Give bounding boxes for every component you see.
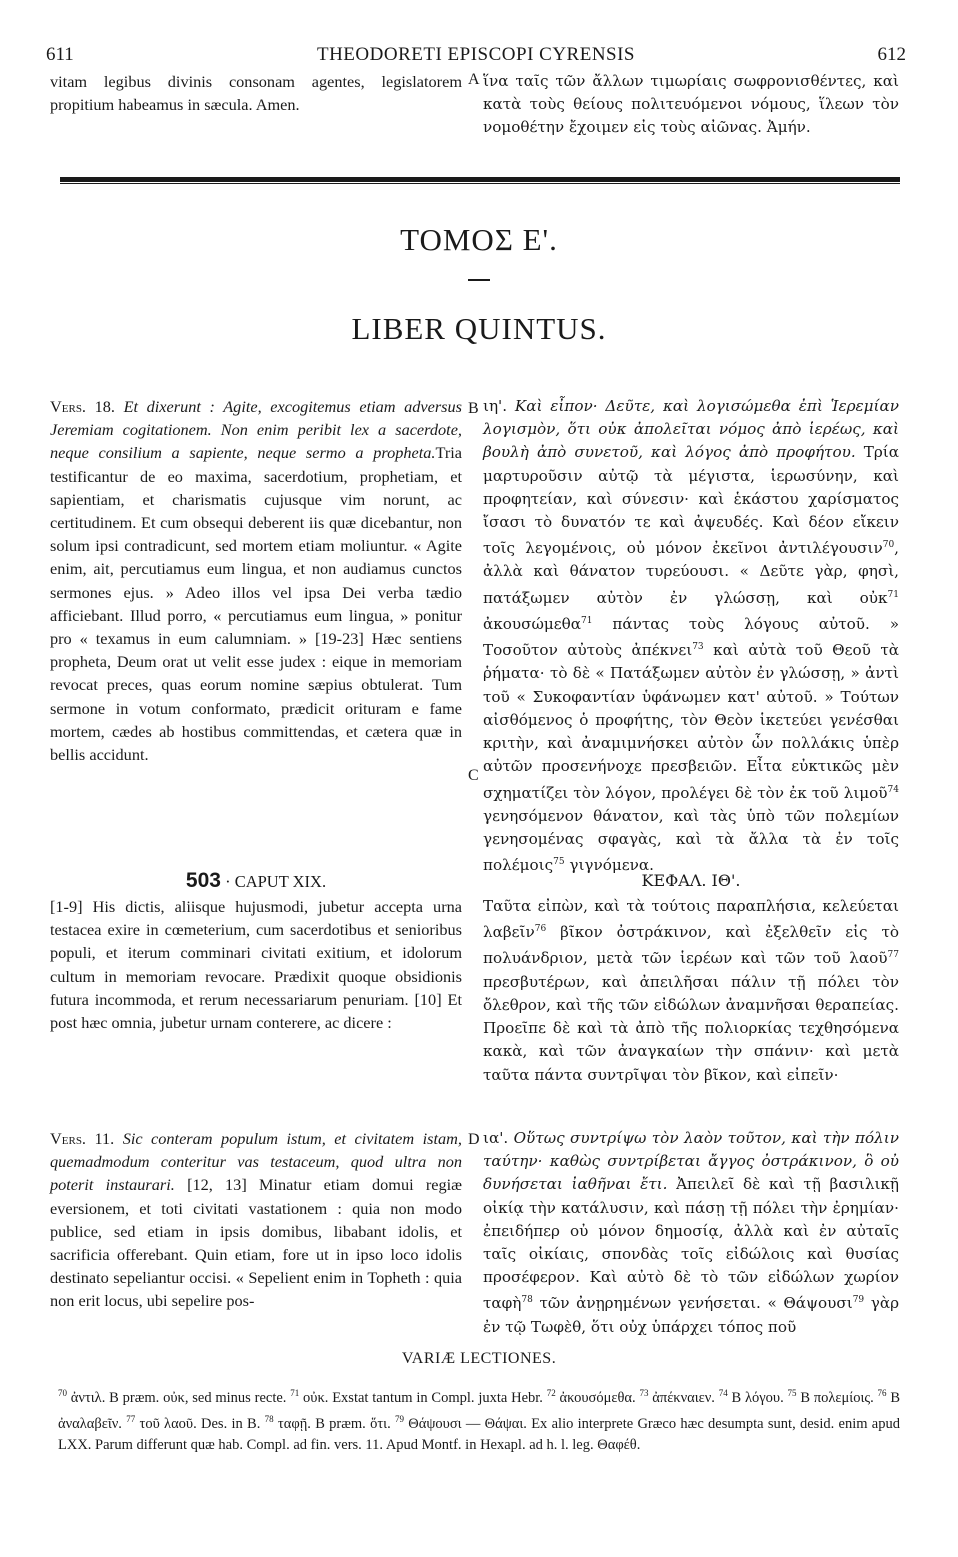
note-ref-73: 73 <box>692 642 704 653</box>
note-79: 79 <box>395 1413 404 1424</box>
title-dash <box>468 279 490 281</box>
note-ref-76: 76 <box>534 924 547 935</box>
latin-top-paragraph: vitam legibus divinis consonam agentes, legislatorem propitium habeamus in sæcula. Amen. <box>50 72 462 115</box>
commentary-text: [12, 13] Minatur etiam domui regiæ eversionem, et toti civitati vastationem : quia non modo publice, sed etiam in ipsis domibus, libabant idolis, et sacrificia offerebant. Quin etiam, fore ut in ipso loco idolis destinato sepeliantur occisi. « Sepelient enim in Topheth : quia non erit locus, ubi sepelire pos- <box>50 1175 462 1311</box>
margin-marker-c: C <box>468 767 479 784</box>
note-75: 75 <box>787 1388 797 1398</box>
section-rule-thin <box>60 183 900 184</box>
note-ref-79: 79 <box>852 1295 865 1306</box>
page-number-left: 611 <box>46 44 74 65</box>
variae-lectiones-notes: $^{70}$ ἀντιλ. B præm. οὐκ, sed minus recte. $^{71}$ οὐκ. Exstat tantum in Compl. juxta Hebr. $^{72}$ ἀκουσόμεθα. $^{73}$ ἀπέκναιεν. $^{74}$ B λόγου. $^{75}$ B πολεμίοις. $^{76}$ B ἀναλαβεῖν. $^{77}$ τοῦ λαοῦ. Des. in B. $^{78}$ ταφῇ. B præm. ὅτι. $^{79}$ Θάψουσι — Θάψαι. Ex alio interprete Græco hæc desumpta sunt, desid. enim apud LXX. Parum differunt quæ hab. Compl. ad fin. vers. 11. Apud Montf. in Hexapl. ad h. l. leg. Θαφέθ. <box>58 1388 900 1453</box>
note-72: 72 <box>546 1388 556 1398</box>
caput-title: · CAPUT XIX. <box>225 872 327 891</box>
verse-label: Vers. 18. <box>50 397 115 416</box>
tomos-title: ΤΟΜΟΣ Ε'. <box>400 222 558 257</box>
greek-chapter-19-paragraph: Ταῦτα εἰπὼν, καὶ τὰ τούτοις παραπλήσια, κελεύεται λαβεῖν$^{76}$ βῖκον ὀστράκινον, καὶ ἐξελθεῖν εἰς τὸ πολυάνδριον, μετὰ τῶν ἱερέων καὶ τῶν τοῦ λαοῦ$^{77}$ πρεσβυτέρων, καὶ ἀπειλῆσαι πάλιν τῇ πόλει τὸν ὄλεθρον, καὶ τῆς τῶν εἰδώλων ἀναμνῆσαι θεραπείας. Προεῖπε δὲ καὶ τὰ ἀπὸ τῆς πολιορκίας τεχθησόμενα κακὰ, καὶ τῶν ἀναγκαίων τὴν σπάνιν· καὶ μετὰ ταῦτα πάντα συντρῖψαι τὸν βῖκον, καὶ εἰπεῖν· <box>483 897 899 1084</box>
latin-commentary-vers-18 <box>50 395 462 766</box>
note-78: 78 <box>264 1413 274 1424</box>
verse-label: Vers. 11. <box>50 1129 115 1148</box>
page-header <box>46 44 906 66</box>
note-70: 70 <box>58 1388 67 1398</box>
margin-marker-a: A <box>468 71 480 88</box>
greek-top-paragraph: ἵνα ταῖς τῶν ἄλλων τιμωρίαις σωφρονισθέντες, καὶ κατὰ τοὺς θείους πολιτευόμενοι νόμους, ἵλεων τὸν νομοθέτην ἔχοιμεν εἰς τοὺς αἰῶνας. Ἀμήν. <box>483 72 899 137</box>
note-71: 71 <box>290 1388 300 1398</box>
running-title: THEODORETI EPISCOPI CYRENSIS <box>316 44 636 65</box>
variae-lectiones-title: VARIÆ LECTIONES. <box>401 1350 557 1367</box>
section-rule-thick <box>60 177 900 182</box>
caput-heading <box>50 869 462 893</box>
note-ref-70: 70 <box>882 540 895 551</box>
commentary-text: Tria testificantur de eo maxima, sacerdotium, prophetiam, et sapientiam, et charismatis cujusque vim norunt, ac certitudinem. Et cum obsequi deberent iis quæ dicebantur, non solum ipsi contradicunt, sed mortem etiam moliuntur. « Agite enim, ait, percutiamus eum lingua, et non audiamus cunctos sermones ejus. » Adeo illos vel ipsa Dei verba tædio afficiebant. Illud porro, « percutiamus eum lingua, » ponitur pro « texamus in eum calumniam. » [19-23] Hæc sentiens propheta, Deum orat ut velit esse judex : eique in memoriam revocat preces, quas eorum nomine sæpius obtulerat. Tum sermone in votum conformato, prædicit orituram e fame mortem, cædes ab hostibus committendas, et cætera quæ in bellis accidunt. <box>50 443 462 765</box>
verse-text: Et dixerunt : Agite, excogitemus etiam adversus Jeremiam cogitationem. Non enim peribit lex a sacerdote, neque consilium a sapiente, neque sermo a propheta. <box>50 397 462 463</box>
verse-text: Καὶ εἶπον· Δεῦτε, καὶ λογισώμεθα ἐπὶ Ἱερεμίαν λογισμὸν, ὅτι οὐκ ἀπολεῖται νόμος ἀπὸ ἱερέως, καὶ βουλὴ ἀπὸ συνετοῦ, καὶ λόγος ἀπὸ προφήτου. <box>483 397 899 462</box>
verse-text: Οὕτως συντρίψω τὸν λαὸν τοῦτον, καὶ τὴν πόλιν ταύτην· καθὼς συντρίβεται ἄγγος ὀστράκινον, ὃ οὐ δυνήσεται ἰαθῆναι ἔτι. <box>483 1129 899 1194</box>
note-ref-77: 77 <box>887 950 899 961</box>
latin-commentary-vers-11 <box>50 1127 462 1313</box>
margin-marker-b: B <box>468 400 479 417</box>
note-ref-71: 71 <box>887 589 899 600</box>
note-73: 73 <box>639 1388 649 1398</box>
liber-title: LIBER QUINTUS. <box>351 311 607 346</box>
note-ref-71b: 71 <box>581 615 593 626</box>
greek-commentary-vers-11: ια'. Οὕτως συντρίψω τὸν λαὸν τοῦτον, καὶ τὴν πόλιν ταύτην· καθὼς συντρίβεται ἄγγος ὀστράκινον, ὃ οὐ δυνήσεται ἰαθῆναι ἔτι. Ἀπειλεῖ δὲ καὶ τῇ βασιλικῇ οἰκίᾳ τὴν κατάλυσιν, καὶ πάσῃ τῇ πόλει τὴν ἐρημίαν· ἐπειδήπερ οὐ μόνον δημοσίᾳ, ἀλλὰ καὶ ἐν αὐταῖς ταῖς οἰκίαις, σπονδὰς τοῖς εἰδώλοις καὶ θυσίας προσέφερον. Καὶ αὐτὸ δὲ τὸ τῶν εἰδώλων χωρίον ταφὴ$^{78}$ τῶν ἀνῃρημένων γενήσεται. « Θάψουσι$^{79}$ γὰρ ἐν τῷ Τωφὲθ, ὅτι οὐχ ὑπάρχει τόπος ποῦ <box>483 1129 900 1336</box>
note-77: 77 <box>126 1413 136 1424</box>
margin-marker-d: D <box>468 1131 480 1148</box>
verse-label: ια'. <box>483 1129 509 1147</box>
note-74: 74 <box>718 1388 728 1398</box>
verse-label: ιη'. <box>483 397 508 415</box>
verse-text: Sic conteram populum istum, et civitatem istam, quemadmodum conteritur vas testaceum, quod ultra non poterit instaurari. <box>50 1129 462 1195</box>
page-number-right: 612 <box>877 44 906 65</box>
note-ref-75: 75 <box>553 857 565 868</box>
note-ref-78: 78 <box>521 1295 533 1306</box>
kephalaion-heading: ΚΕΦΑΛ. ΙΘ'. <box>641 871 741 890</box>
latin-chapter-19-paragraph: [1-9] His dictis, aliisque hujusmodi, jubetur accepta urna testacea exire in cœmeterium, cum sacerdotibus et senioribus populi, et iterum comminari civitati exitium, et idolorum cultum in memoriam revocare. Prædixit quoque obsidionis futura incommoda, et rerum necessariarum penuriam. [10] Et post hæc omnia, jubetur urnam conterere, ac dicere : <box>50 897 462 1033</box>
column-number: 503 <box>185 869 221 892</box>
note-76: 76 <box>877 1388 887 1398</box>
greek-commentary-vers-18: ιη'. Καὶ εἶπον· Δεῦτε, καὶ λογισώμεθα ἐπὶ Ἱερεμίαν λογισμὸν, ὅτι οὐκ ἀπολεῖται νόμος ἀπὸ ἱερέως, καὶ βουλὴ ἀπὸ συνετοῦ, καὶ λόγος ἀπὸ προφήτου. Τρία μαρτυροῦσιν αὐτῷ τὰ μέγιστα, ἱερωσύνην, καὶ προφητείαν, καὶ σύνεσιν· καὶ ἑκάστου χαρίσματος ἴσασι τὸ δυνατόν τε καὶ ἀψευδές. Καὶ δέον εἴκειν τοῖς λεγομένοις, οὐ μόνον ἐκεῖνοι ἀντιλέγουσιν$^{70}$, ἀλλὰ καὶ θάνατον τυρεύουσι. « Δεῦτε γὰρ, φησὶ, πατάξωμεν αὐτὸν ἐν γλώσσῃ, καὶ οὐκ$^{71}$ ἀκουσώμεθα$^{71}$ πάντας τοὺς λόγους αὐτοῦ. » Τοσοῦτον αὐτοὺς ἀπέκνει$^{73}$ καὶ αὐτὰ τοῦ Θεοῦ τὰ ῥήματα· τὸ δὲ « Πατάξωμεν αὐτὸν ἐν γλώσσῃ, » ἀντὶ τοῦ « Συκοφαντίαν ὑφάνωμεν κατ' αὐτοῦ. » Τούτων αἰσθόμενος ὁ προφήτης, τὸν Θεὸν ἱκετεύει γενέσθαι κριτὴν, καὶ ἀναμιμνήσκει αὐτὸν ὧν πολλάκις ὑπὲρ αὐτῶν προσενήνοχε πρεσβειῶν. Εἶτα εὐκτικῶς μὲν σχηματίζει τὸν λόγον, προλέγει δὲ τὸν ἐκ τοῦ λιμοῦ$^{74}$ γενησόμενον θάνατον, καὶ τὰς ὑπὸ τῶν πολεμίων γενησομένας σφαγὰς, καὶ τὰ ἄλλα τὰ ἐν τοῖς πολέμοις$^{75}$ γιγνόμενα. <box>483 397 899 875</box>
note-ref-74: 74 <box>887 784 899 795</box>
